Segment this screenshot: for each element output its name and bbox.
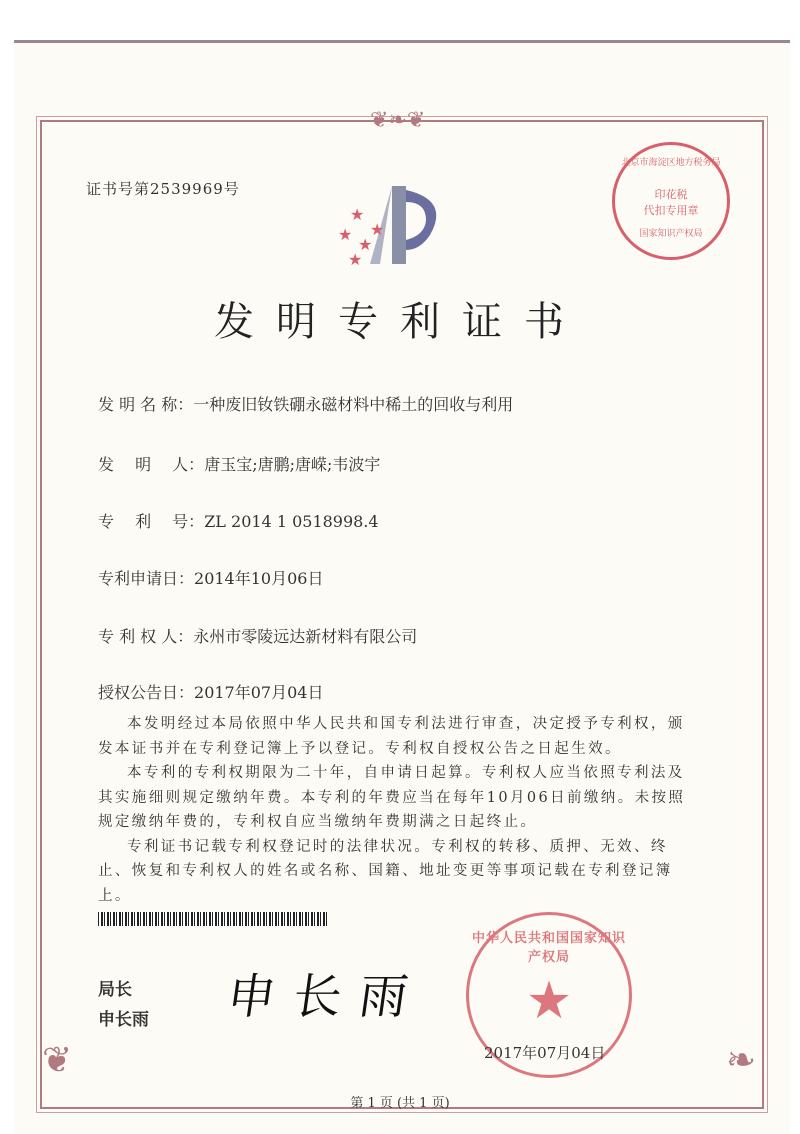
paragraph: 本发明经过本局依照中华人民共和国专利法进行审查，决定授予专利权，颁发本证书并在专利登记簿上予以登记。专利权自授权公告之日起生效。 <box>98 716 685 757</box>
stamp-line2: 代扣专用章 <box>643 204 699 217</box>
field-value: 唐玉宝;唐鹏;唐嵘;韦波宇 <box>204 455 381 474</box>
tax-stamp <box>612 142 730 260</box>
svg-text:★: ★ <box>338 225 353 244</box>
svg-text:★: ★ <box>370 220 385 239</box>
patent-office-logo-icon <box>330 180 460 270</box>
stamp-line1: 印花税 <box>654 188 688 201</box>
signatory-title: 局长 <box>98 980 132 1000</box>
handwritten-signature: 申长雨 <box>223 969 430 1025</box>
signatory-name: 申长雨 <box>98 1010 149 1030</box>
field-value: 一种废旧钕铁硼永磁材料中稀土的回收与利用 <box>193 395 514 414</box>
page-footer: 第 1 页 (共 1 页) <box>350 1096 450 1111</box>
stamp-ring-text: 北京市海淀区地方税务局 <box>621 158 721 168</box>
corner-ornament-icon: ❦ <box>42 1040 73 1081</box>
field-label: 专 利 权 人： <box>98 627 194 646</box>
paragraph: 本专利的专利权期限为二十年，自申请日起算。专利权人应当依照专利法及其实施细则规定缴纳年费。本专利的年费应当在每年10月06日前缴纳。未按照规定缴纳年费的，专利权自应当缴纳年费期满之日起终止。 <box>98 765 686 830</box>
seal-date: 2017年07月04日 <box>484 1044 606 1062</box>
field-patentee <box>98 624 417 647</box>
svg-text:★: ★ <box>348 250 363 269</box>
corner-ornament-icon: ❧ <box>726 1040 757 1081</box>
top-ornament-icon: ❦❧❦ <box>370 108 426 133</box>
field-value: 永州市零陵远达新材料有限公司 <box>193 627 418 646</box>
field-label: 发 明 人： <box>98 455 205 474</box>
barcode <box>98 912 328 926</box>
seal-ring-text: 中华人民共和国国家知识产权局 <box>471 931 626 965</box>
certificate-number: 证书号第2539969号 <box>86 180 240 198</box>
paragraph: 专利证书记载专利权登记时的法律状况。专利权的转移、质押、无效、终止、恢复和专利权人的姓名或名称、国籍、地址变更等事项记载在专利登记簿上。 <box>98 838 673 904</box>
national-emblem-icon: ★ <box>525 971 573 1031</box>
svg-text:★: ★ <box>358 235 373 254</box>
field-inventors <box>98 452 380 475</box>
page-title: 发明专利证书 <box>214 299 586 345</box>
field-label: 发 明 名 称： <box>98 395 194 414</box>
field-label: 专 利 号： <box>98 512 205 531</box>
field-value: 2017年07月04日 <box>194 683 324 702</box>
field-patent-number <box>98 509 379 532</box>
svg-text:★: ★ <box>350 205 365 224</box>
field-value: 2014年10月06日 <box>194 569 324 588</box>
field-invention-name <box>98 392 513 415</box>
field-label: 授权公告日： <box>98 683 195 702</box>
stamp-bottom-text: 国家知识产权局 <box>639 229 703 239</box>
field-filing-date <box>98 566 323 589</box>
field-value: ZL 2014 1 0518998.4 <box>204 512 379 531</box>
field-grant-date <box>98 680 323 703</box>
field-label: 专利申请日： <box>98 569 195 588</box>
legal-text <box>98 712 698 908</box>
